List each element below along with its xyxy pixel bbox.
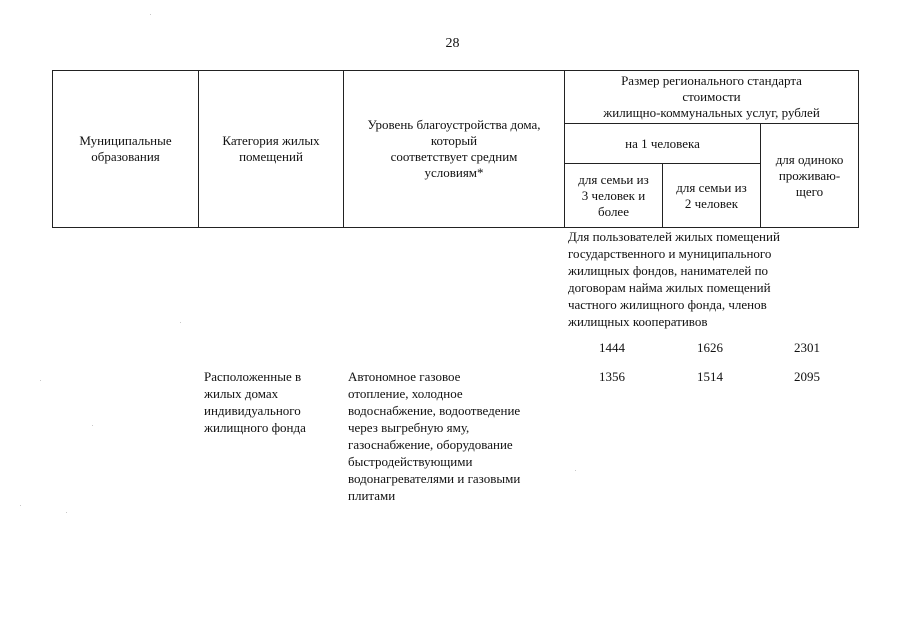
scan-speck bbox=[180, 322, 181, 323]
header-standard-size-cell bbox=[565, 71, 859, 124]
row-1-family-3-value: 1444 bbox=[599, 340, 625, 355]
row-2-family-3-value: 1356 bbox=[599, 369, 625, 384]
header-family-2: для семьи из 2 человек bbox=[676, 179, 747, 211]
scan-speck bbox=[92, 425, 93, 426]
header-family-2-cell bbox=[663, 164, 761, 228]
header-family-3-cell bbox=[565, 164, 663, 228]
header-category-cell bbox=[199, 71, 344, 228]
header-single-cell bbox=[761, 124, 859, 228]
header-table bbox=[52, 70, 859, 228]
header-single-resident: для одиноко проживаю- щего bbox=[775, 151, 844, 199]
page-number: 28 bbox=[445, 36, 460, 51]
header-municipal: Муниципальные образования bbox=[79, 133, 172, 164]
header-municipal-cell bbox=[53, 71, 199, 228]
header-category: Категория жилых помещений bbox=[222, 133, 320, 164]
header-family-3: для семьи из 3 человек и более bbox=[578, 171, 649, 219]
header-per-person: на 1 человека bbox=[625, 135, 700, 151]
header-per-person-cell bbox=[565, 124, 761, 164]
section-heading: Для пользователей жилых помещений государственного и муниципального жилищных фондов, нанимателей по договорам найма жилых помещений частного жилищного фонда, членов жилищных кооперативов bbox=[568, 229, 780, 329]
row-1-single-value: 2301 bbox=[794, 340, 820, 355]
row-2-family-2-value: 1514 bbox=[697, 369, 723, 384]
row-2-category: Расположенные в жилых домах индивидуального жилищного фонда bbox=[204, 369, 306, 435]
scan-speck bbox=[20, 505, 21, 506]
row-1-family-2-value: 1626 bbox=[697, 340, 723, 355]
scan-speck bbox=[575, 470, 576, 471]
header-standard-size: Размер регионального стандарта стоимости жилищно-коммунальных услуг, рублей bbox=[603, 73, 820, 120]
header-improvement: Уровень благоустройства дома, который соответствует средним условиям* bbox=[367, 117, 541, 180]
scan-speck bbox=[150, 14, 151, 15]
row-2-single-value: 2095 bbox=[794, 369, 820, 384]
scan-speck bbox=[66, 512, 67, 513]
scan-speck bbox=[40, 380, 41, 381]
row-2-improvement: Автономное газовое отопление, холодное водоснабжение, водоотведение через выгребную яму, газоснабжение, оборудование быстродействующими водонагревателями и газовыми плитами bbox=[348, 369, 521, 503]
header-improvement-cell bbox=[344, 71, 565, 228]
